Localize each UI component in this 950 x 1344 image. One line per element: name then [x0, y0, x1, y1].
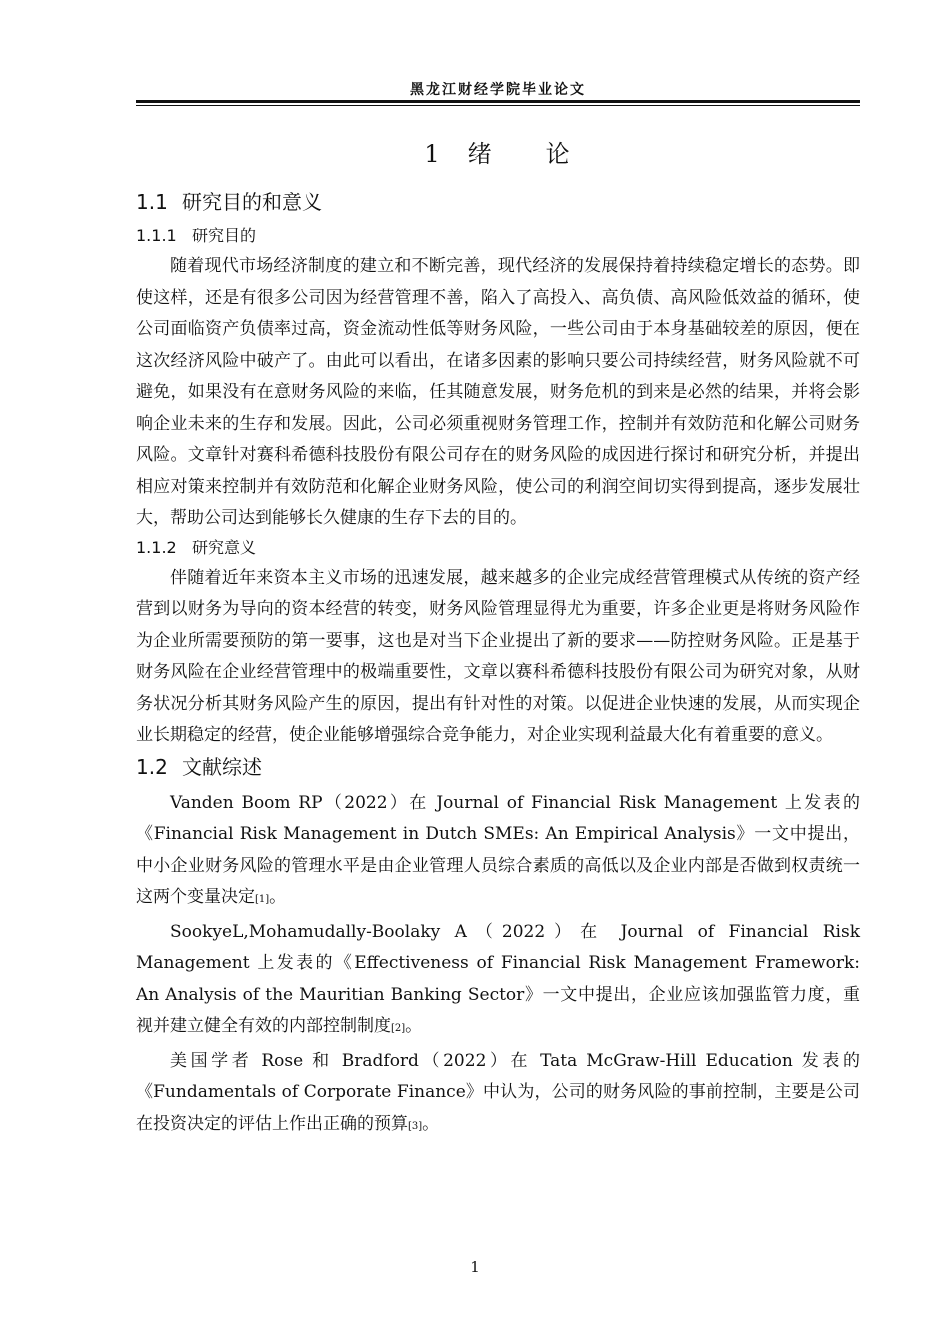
section-heading-1-1 — [136, 187, 860, 217]
citation-marker: [1] — [255, 894, 270, 905]
sentence-end: 。 — [269, 887, 287, 907]
section-number: 1.1 — [136, 190, 168, 214]
subsection-heading-1-1-2 — [136, 535, 860, 561]
literature-paragraph — [136, 1046, 860, 1141]
paragraph-research-purpose: 随着现代市场经济制度的建立和不断完善，现代经济的发展保持着持续稳定增长的态势。即使这样，还是有很多公司因为经营管理不善，陷入了高投入、高负债、高风险低效益的循环，使公司面临资产负债率过高，资金流动性低等财务风险，一些公司由于本身基础较差的原因，便在这次经济风险中破产了。由此可以看出，在诸多因素的影响只要公司持续经营，财务风险就不可避免，如果没有在意财务风险的来临，任其随意发展，财务危机的到来是必然的结果，并将会影响企业未来的生存和发展。因此，公司必须重视财务管理工作，控制并有效防范和化解公司财务风险。文章针对赛科希德科技股份有限公司存在的财务风险的成因进行探讨和研究分析，并提出相应对策来控制并有效防范和化解企业财务风险，使公司的利润空间切实得到提高，逐步发展壮大，帮助公司达到能够长久健康的生存下去的目的。 — [136, 256, 860, 528]
subsection-number: 1.1.1 — [136, 226, 177, 245]
subsection-title: 研究目的 — [192, 226, 257, 245]
section-heading-1-2 — [136, 752, 860, 782]
citation-marker: [2] — [391, 1023, 406, 1034]
header-rule-thick — [136, 100, 860, 103]
subsection-number: 1.1.2 — [136, 537, 177, 557]
paragraph-research-significance: 伴随着近年来资本主义市场的迅速发展，越来越多的企业完成经营管理模式从传统的资产经营到以财务为导向的资本经营的转变，财务风险管理显得尤为重要，许多企业更是将财务风险作为企业所需要预防的第一要事，这也是对当下企业提出了新的要求——防控财务风险。正是基于财务风险在企业经营管理中的极端重要性，文章以赛科希德科技股份有限公司为研究对象，从财务状况分析其财务风险产生的原因，提出有针对性的对策。以促进企业快速的发展，从而实现企业长期稳定的经营，使企业能够增强综合竞争能力，对企业实现利益最大化有着重要的意义。 — [136, 567, 860, 745]
literature-paragraph — [136, 917, 860, 1043]
citation-marker: [3] — [408, 1120, 423, 1132]
header-rule-thin — [136, 105, 860, 106]
section-title: 研究目的和意义 — [182, 190, 322, 214]
literature-text: Vanden Boom RP（2022）在 Journal of Financial Risk Management 上发表的《Financial Risk Management in Dutch SMEs: An Empirical Analysis》一文中提出，中小企业财务风险的管理水平是由企业管理人员综合素质的高低以及企业内部是否做到权责统一这两个变量决定 — [136, 792, 860, 907]
literature-text: 美国学者 Rose 和 Bradford（2022）在 Tata McGraw-Hill Education 发表的《Fundamentals of Corporate Finance》中认为，公司的财务风险的事前控制，主要是公司在投资决定的评估上作出正确的预算 — [136, 1050, 860, 1134]
section-number: 1.2 — [136, 754, 168, 779]
literature-paragraph — [136, 788, 860, 914]
running-header: 黑龙江财经学院毕业论文 — [410, 82, 586, 98]
subsection-title: 研究意义 — [192, 537, 257, 557]
subsection-heading-1-1-1 — [136, 223, 860, 249]
page-number: 1 — [470, 1258, 480, 1276]
body-content — [136, 126, 860, 1143]
literature-text: SookyeL,Mohamudally-Boolaky A（2022）在 Journal of Financial Risk Management 上发表的《Effectiveness of Financial Risk Management Framework: An Analysis of the Mauritian Banking Sector》一文中提出，企业应该加强监管力度，重视并建立健全有效的内部控制制度 — [136, 921, 860, 1036]
section-title: 文献综述 — [182, 754, 262, 779]
sentence-end: 。 — [405, 1016, 423, 1036]
chapter-title: 1 绪 论 — [424, 140, 572, 168]
sentence-end: 。 — [422, 1113, 440, 1134]
